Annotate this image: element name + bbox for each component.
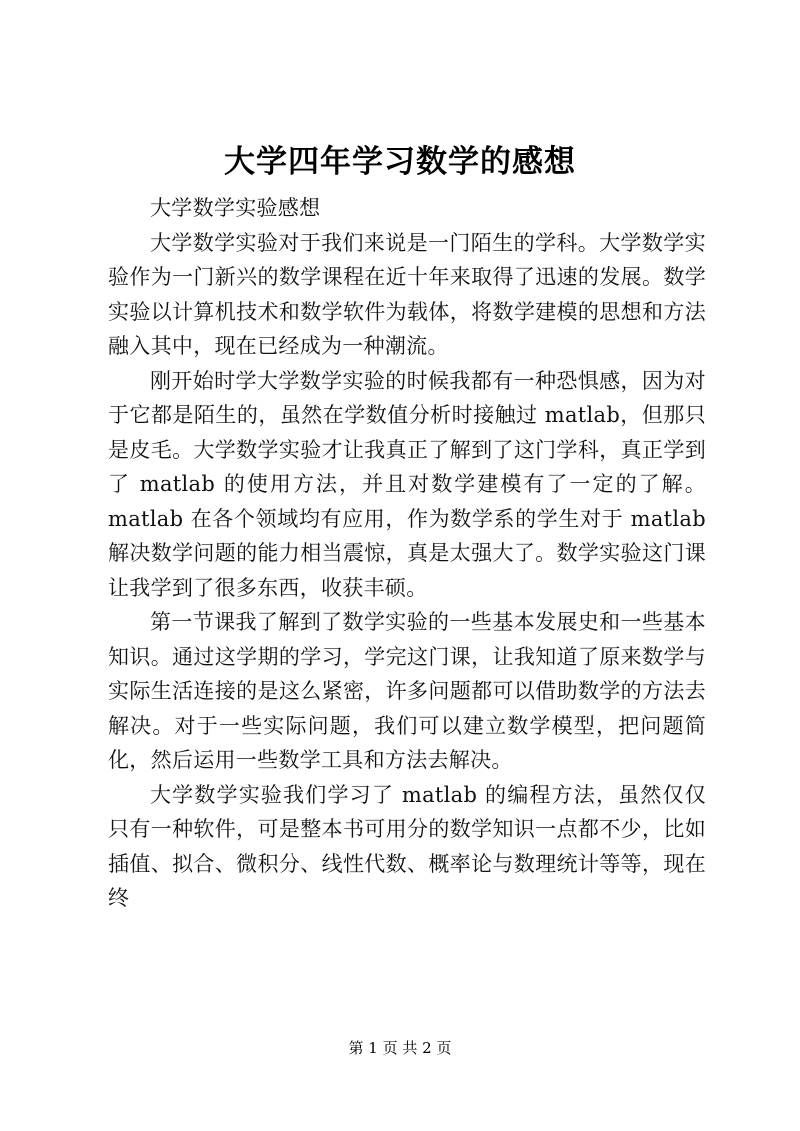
document-body [108, 191, 706, 916]
paragraph: 大学数学实验我们学习了 matlab 的编程方法，虽然仅仅只有一种软件，可是整本书可用分的数学知识一点都不少，比如插值、拟合、微积分、线性代数、概率论与数理统计等等，现在终 [108, 782, 706, 910]
paragraph: 刚开始时学大学数学实验的时候我都有一种恐惧感，因为对于它都是陌生的，虽然在学数值分析时接触过 matlab，但那只是皮毛。大学数学实验才让我真正了解到了这门学科，真正学到了 matlab 的使用方法，并且对数学建模有了一定的了解。matlab 在各个领域均有应用，作为数学系的学生对于 matlab 解决数学问题的能力相当震惊，真是太强大了。数学实验这门课让我学到了很多东西，收获丰硕。 [108, 368, 706, 600]
section-heading: 大学数学实验感想 [150, 196, 321, 220]
page-number-footer: 第 1 页 共 2 页 [348, 1039, 452, 1057]
paragraph: 大学数学实验对于我们来说是一门陌生的学科。大学数学实验作为一门新兴的数学课程在近十年来取得了迅速的发展。数学实验以计算机技术和数学软件为载体，将数学建模的思想和方法融入其中，现在已经成为一种潮流。 [108, 230, 706, 358]
document-title: 大学四年学习数学的感想 [224, 144, 576, 180]
paragraph: 第一节课我了解到了数学实验的一些基本发展史和一些基本知识。通过这学期的学习，学完这门课，让我知道了原来数学与实际生活连接的是这么紧密，许多问题都可以借助数学的方法去解决。对于一些实际问题，我们可以建立数学模型，把问题简化，然后运用一些数学工具和方法去解决。 [108, 610, 706, 772]
